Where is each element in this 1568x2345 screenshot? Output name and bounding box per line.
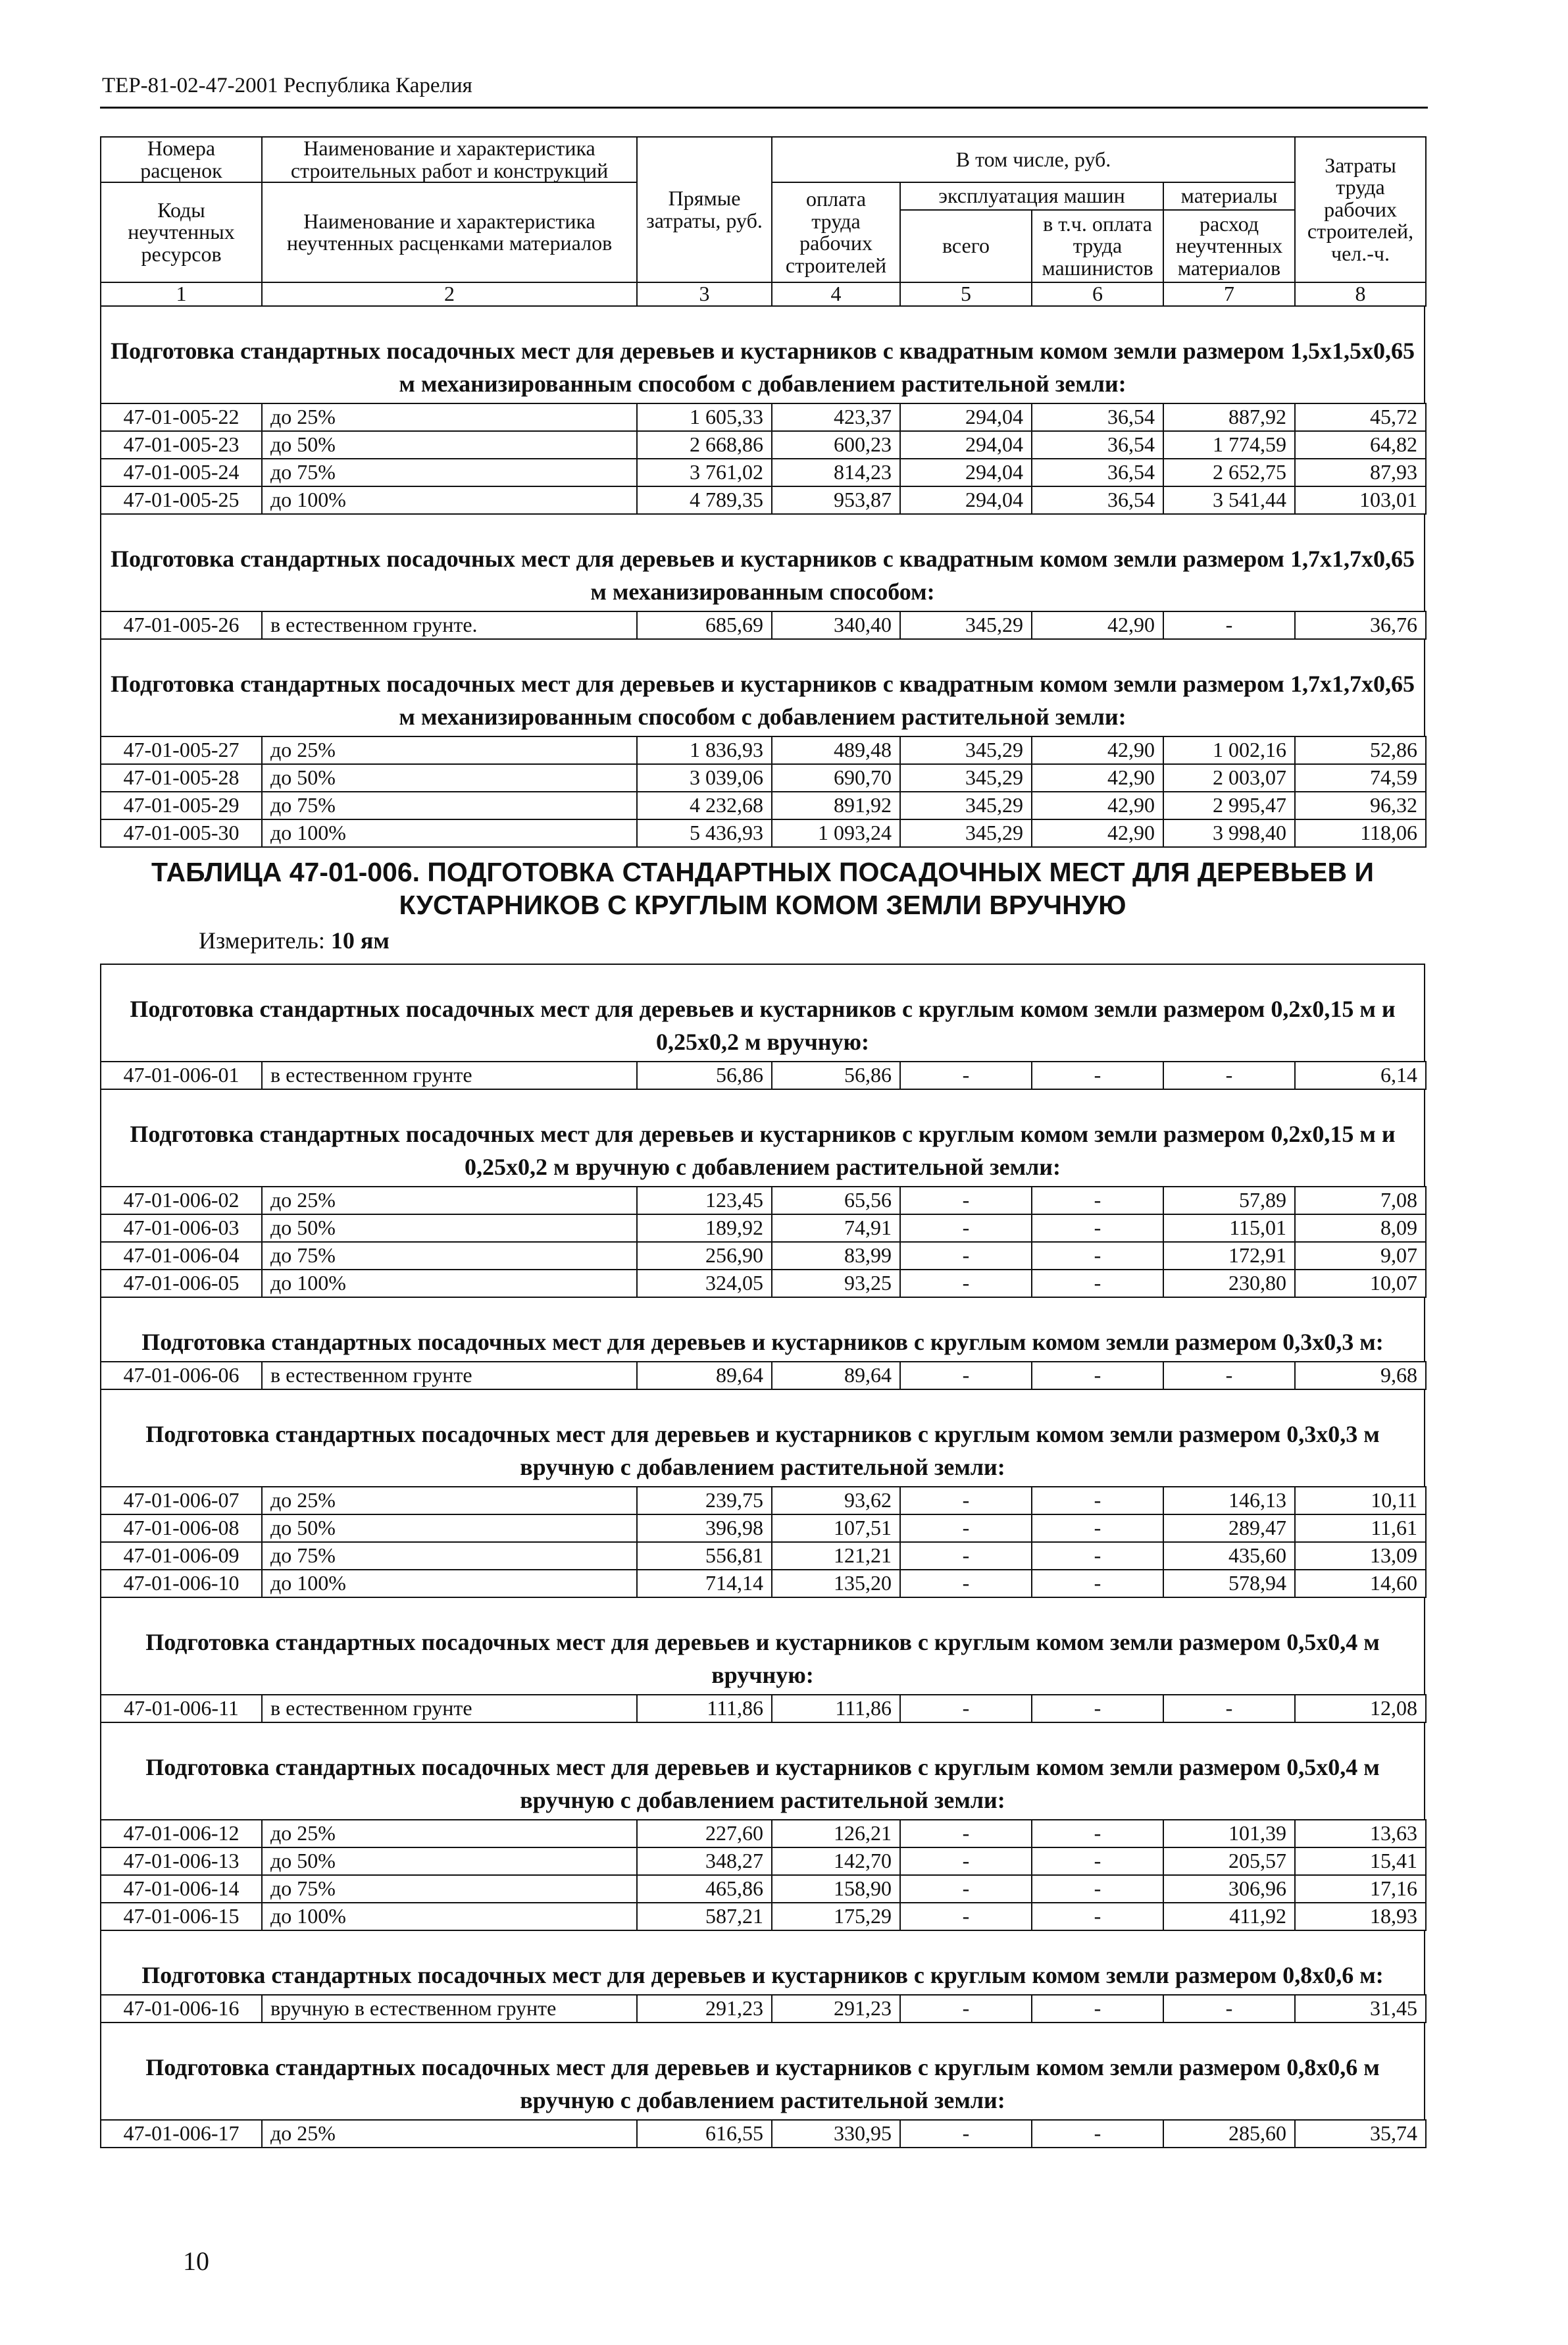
table-row [101, 1214, 1426, 1242]
header-material-name: Наименование и характеристика неучтенных расценками материалов [262, 182, 637, 282]
rate-value: 172,91 [1163, 1242, 1295, 1270]
rate-code: 47-01-005-26 [101, 611, 262, 639]
rate-value: 3 039,06 [637, 764, 772, 792]
rate-value: 111,86 [772, 1695, 900, 1722]
rate-value: 52,86 [1295, 736, 1426, 764]
header-col-number: 4 [772, 282, 900, 306]
header-resource-codes: Коды неучтенных ресурсов [101, 182, 262, 282]
rate-description: до 100% [262, 1270, 637, 1297]
rates-table [100, 1061, 1427, 1090]
table-row [101, 1487, 1426, 1514]
rate-value: 10,11 [1295, 1487, 1426, 1514]
rate-description: до 50% [262, 1214, 637, 1242]
rate-value: 93,62 [772, 1487, 900, 1514]
rate-value: 489,48 [772, 736, 900, 764]
rate-description: до 100% [262, 819, 637, 847]
rate-code: 47-01-005-30 [101, 819, 262, 847]
rate-value: 142,70 [772, 1847, 900, 1875]
rate-code: 47-01-006-04 [101, 1242, 262, 1270]
header-work-name: Наименование и характеристика строительных работ и конструкций [262, 137, 637, 182]
rate-value: 345,29 [900, 736, 1032, 764]
rate-value: - [900, 1875, 1032, 1903]
column-header-table [100, 136, 1427, 307]
rate-value: 285,60 [1163, 2120, 1295, 2148]
rate-value: 9,07 [1295, 1242, 1426, 1270]
rate-value: 126,21 [772, 1820, 900, 1847]
rate-value: - [1032, 2120, 1163, 2148]
rate-value: - [1032, 1487, 1163, 1514]
rate-value: 4 789,35 [637, 486, 772, 514]
rate-description: до 50% [262, 431, 637, 459]
rate-code: 47-01-006-05 [101, 1270, 262, 1297]
rate-code: 47-01-005-27 [101, 736, 262, 764]
rate-value: 36,54 [1032, 459, 1163, 486]
table-row [101, 1187, 1426, 1214]
rate-value: 158,90 [772, 1875, 900, 1903]
rate-description: до 25% [262, 1187, 637, 1214]
rate-value: - [900, 1214, 1032, 1242]
rate-code: 47-01-006-02 [101, 1187, 262, 1214]
rate-value: 42,90 [1032, 736, 1163, 764]
rate-value: 289,47 [1163, 1514, 1295, 1542]
rate-code: 47-01-005-23 [101, 431, 262, 459]
rates-table [100, 611, 1427, 640]
rate-value: 3 761,02 [637, 459, 772, 486]
rate-value: 89,64 [637, 1362, 772, 1389]
rate-value: 64,82 [1295, 431, 1426, 459]
rate-value: - [1163, 611, 1295, 639]
rate-value: 345,29 [900, 819, 1032, 847]
header-machinist-wages: в т.ч. оплата труда машинистов [1032, 210, 1163, 282]
rate-value: 205,57 [1163, 1847, 1295, 1875]
table-row [101, 431, 1426, 459]
rate-value: - [1032, 1270, 1163, 1297]
header-col-number: 3 [637, 282, 772, 306]
header-rate-numbers: Номера расценок [101, 137, 262, 182]
rate-code: 47-01-006-13 [101, 1847, 262, 1875]
rate-value: 345,29 [900, 792, 1032, 819]
rate-value: 65,56 [772, 1187, 900, 1214]
header-materials: материалы [1163, 182, 1295, 210]
table-row [101, 1875, 1426, 1903]
rate-description: вручную в естественном грунте [262, 1995, 637, 2023]
rate-description: до 75% [262, 792, 637, 819]
section-title: Подготовка стандартных посадочных мест для деревьев и кустарников с круглым комом земли размером 0,5x0,4 м вручную с добавлением растительной земли: [100, 1723, 1425, 1819]
rate-value: - [900, 1242, 1032, 1270]
rate-value: 5 436,93 [637, 819, 772, 847]
rate-value: 111,86 [637, 1695, 772, 1722]
header-col-number: 5 [900, 282, 1032, 306]
rate-value: 411,92 [1163, 1903, 1295, 1930]
table-row [101, 611, 1426, 639]
rate-value: 96,32 [1295, 792, 1426, 819]
header-labor-costs: Затраты труда рабочих строителей, чел.-ч. [1295, 137, 1426, 282]
rate-value: 423,37 [772, 403, 900, 431]
rate-value: - [900, 1270, 1032, 1297]
rates-table [100, 403, 1427, 515]
rate-value: 291,23 [637, 1995, 772, 2023]
table-row [101, 1820, 1426, 1847]
rate-value: 227,60 [637, 1820, 772, 1847]
rate-value: 340,40 [772, 611, 900, 639]
table-row [101, 1062, 1426, 1089]
rate-value: 118,06 [1295, 819, 1426, 847]
rate-value: 345,29 [900, 764, 1032, 792]
rate-description: в естественном грунте [262, 1362, 637, 1389]
rate-description: до 100% [262, 1903, 637, 1930]
rate-value: 953,87 [772, 486, 900, 514]
rate-value: 123,45 [637, 1187, 772, 1214]
rate-value: 306,96 [1163, 1875, 1295, 1903]
rate-value: 256,90 [637, 1242, 772, 1270]
rate-value: 4 232,68 [637, 792, 772, 819]
rate-value: - [1163, 1695, 1295, 1722]
table-row [101, 459, 1426, 486]
table-row [101, 1270, 1426, 1297]
header-col-number: 8 [1295, 282, 1426, 306]
rate-value: 146,13 [1163, 1487, 1295, 1514]
header-col-number: 7 [1163, 282, 1295, 306]
rate-description: до 25% [262, 1487, 637, 1514]
rate-value: 10,07 [1295, 1270, 1426, 1297]
rate-value: 2 668,86 [637, 431, 772, 459]
rate-value: 465,86 [637, 1875, 772, 1903]
table-row [101, 819, 1426, 847]
rate-description: до 75% [262, 1542, 637, 1570]
rate-code: 47-01-006-14 [101, 1875, 262, 1903]
table-row [101, 792, 1426, 819]
rate-description: до 25% [262, 403, 637, 431]
table-row [101, 1695, 1426, 1722]
rate-value: - [900, 1362, 1032, 1389]
header-including: В том числе, руб. [772, 137, 1295, 182]
section-title: Подготовка стандартных посадочных мест для деревьев и кустарников с квадратным комом земли размером 1,7x1,7x0,65 м механизированным способом: [100, 515, 1425, 611]
rate-value: - [900, 1187, 1032, 1214]
measure-unit [100, 921, 1425, 965]
rates-table [100, 1486, 1427, 1598]
section-title: Подготовка стандартных посадочных мест для деревьев и кустарников с круглым комом земли размером 0,2x0,15 м и 0,25x0,2 м вручную: [100, 965, 1425, 1061]
rates-table [100, 2119, 1427, 2148]
rate-description: в естественном грунте [262, 1695, 637, 1722]
rates-table [100, 736, 1427, 848]
rate-value: - [1032, 1903, 1163, 1930]
section-title: Подготовка стандартных посадочных мест для деревьев и кустарников с круглым комом земли размером 0,8x0,6 м вручную с добавлением растительной земли: [100, 2023, 1425, 2119]
page-number: 10 [183, 2246, 209, 2276]
rate-value: 345,29 [900, 611, 1032, 639]
rate-description: до 25% [262, 1820, 637, 1847]
rate-value: 324,05 [637, 1270, 772, 1297]
rate-value: 18,93 [1295, 1903, 1426, 1930]
rate-value: 93,25 [772, 1270, 900, 1297]
rate-code: 47-01-006-11 [101, 1695, 262, 1722]
rate-value: 15,41 [1295, 1847, 1426, 1875]
rate-code: 47-01-006-01 [101, 1062, 262, 1089]
rate-value: 1 093,24 [772, 819, 900, 847]
sections-group-005 [100, 307, 1425, 848]
rate-description: до 50% [262, 1847, 637, 1875]
section-title: Подготовка стандартных посадочных мест для деревьев и кустарников с квадратным комом земли размером 1,5x1,5x0,65 м механизированным способом с добавлением растительной земли: [100, 307, 1425, 403]
rate-value: - [1032, 1514, 1163, 1542]
rate-value: 57,89 [1163, 1187, 1295, 1214]
table-row [101, 764, 1426, 792]
rate-code: 47-01-006-10 [101, 1570, 262, 1597]
rates-document [100, 136, 1425, 2148]
rate-value: 83,99 [772, 1242, 900, 1270]
rate-value: 115,01 [1163, 1214, 1295, 1242]
rate-value: 3 541,44 [1163, 486, 1295, 514]
rate-value: - [900, 1903, 1032, 1930]
rate-value: 3 998,40 [1163, 819, 1295, 847]
section-title: Подготовка стандартных посадочных мест для деревьев и кустарников с круглым комом земли размером 0,8x0,6 м: [100, 1931, 1425, 1994]
rate-value: - [1032, 1875, 1163, 1903]
header-machine-operation: эксплуатация машин [900, 182, 1163, 210]
rate-description: до 100% [262, 486, 637, 514]
rate-value: - [900, 1062, 1032, 1089]
rate-value: 35,74 [1295, 2120, 1426, 2148]
rate-value: 239,75 [637, 1487, 772, 1514]
table-row [101, 1542, 1426, 1570]
rate-value: - [900, 1995, 1032, 2023]
rate-value: 348,27 [637, 1847, 772, 1875]
rate-value: - [1032, 1995, 1163, 2023]
rate-value: 294,04 [900, 403, 1032, 431]
rate-value: 230,80 [1163, 1270, 1295, 1297]
rate-value: - [900, 1542, 1032, 1570]
rate-description: до 100% [262, 1570, 637, 1597]
rate-value: - [1032, 1214, 1163, 1242]
rate-value: 8,09 [1295, 1214, 1426, 1242]
rate-value: - [900, 2120, 1032, 2148]
measure-label: Измеритель: [199, 927, 325, 954]
rate-description: до 50% [262, 1514, 637, 1542]
table-row [101, 1362, 1426, 1389]
rate-value: 107,51 [772, 1514, 900, 1542]
rate-value: - [1032, 1820, 1163, 1847]
rate-code: 47-01-006-09 [101, 1542, 262, 1570]
rates-table [100, 1186, 1427, 1298]
rate-value: 13,09 [1295, 1542, 1426, 1570]
rate-value: 36,54 [1032, 403, 1163, 431]
rate-description: в естественном грунте. [262, 611, 637, 639]
header-material-consumption: расход неучтенных материалов [1163, 210, 1295, 282]
header-machines-total: всего [900, 210, 1032, 282]
rate-value: 600,23 [772, 431, 900, 459]
header-worker-wages: оплата труда рабочих строителей [772, 182, 900, 282]
rate-value: 6,14 [1295, 1062, 1426, 1089]
section-title: Подготовка стандартных посадочных мест для деревьев и кустарников с круглым комом земли размером 0,3x0,3 м вручную с добавлением растительной земли: [100, 1390, 1425, 1486]
header-direct-costs: Прямые затраты, руб. [637, 137, 772, 282]
rate-description: до 75% [262, 1242, 637, 1270]
rate-value: - [900, 1695, 1032, 1722]
rate-value: 189,92 [637, 1214, 772, 1242]
rate-value: 42,90 [1032, 764, 1163, 792]
table-row [101, 1903, 1426, 1930]
rate-value: 2 003,07 [1163, 764, 1295, 792]
section-title: Подготовка стандартных посадочных мест для деревьев и кустарников с круглым комом земли размером 0,3x0,3 м: [100, 1298, 1425, 1361]
rate-value: 11,61 [1295, 1514, 1426, 1542]
rate-value: - [1163, 1062, 1295, 1089]
rates-table [100, 1819, 1427, 1931]
rate-value: 2 995,47 [1163, 792, 1295, 819]
rate-value: 578,94 [1163, 1570, 1295, 1597]
rate-value: 56,86 [772, 1062, 900, 1089]
rate-code: 47-01-006-16 [101, 1995, 262, 2023]
table-row [101, 403, 1426, 431]
rate-description: в естественном грунте [262, 1062, 637, 1089]
table-title: ТАБЛИЦА 47-01-006. ПОДГОТОВКА СТАНДАРТНЫХ ПОСАДОЧНЫХ МЕСТ ДЛЯ ДЕРЕВЬЕВ И КУСТАРНИКОВ С КРУГЛЫМ КОМОМ ЗЕМЛИ ВРУЧНУЮ [151, 856, 1374, 920]
table-row [101, 1242, 1426, 1270]
rate-value: - [1032, 1695, 1163, 1722]
section-title: Подготовка стандартных посадочных мест для деревьев и кустарников с круглым комом земли размером 0,2x0,15 м и 0,25x0,2 м вручную с добавлением растительной земли: [100, 1090, 1425, 1186]
rate-value: 714,14 [637, 1570, 772, 1597]
header-col-number: 2 [262, 282, 637, 306]
rate-value: 435,60 [1163, 1542, 1295, 1570]
rate-value: - [1163, 1362, 1295, 1389]
page-header: ТЕР-81-02-47-2001 Республика Карелия [102, 74, 472, 97]
rate-code: 47-01-006-15 [101, 1903, 262, 1930]
rate-code: 47-01-005-24 [101, 459, 262, 486]
header-col-number: 6 [1032, 282, 1163, 306]
table-row [101, 1570, 1426, 1597]
rate-value: 89,64 [772, 1362, 900, 1389]
rate-value: 294,04 [900, 486, 1032, 514]
rate-value: 1 002,16 [1163, 736, 1295, 764]
sections-group-006 [100, 965, 1425, 2148]
rate-code: 47-01-006-06 [101, 1362, 262, 1389]
rate-code: 47-01-005-22 [101, 403, 262, 431]
table-row [101, 486, 1426, 514]
rate-value: 36,54 [1032, 431, 1163, 459]
rate-value: 42,90 [1032, 611, 1163, 639]
rate-value: 56,86 [637, 1062, 772, 1089]
header-col-number: 1 [101, 282, 262, 306]
rate-value: 396,98 [637, 1514, 772, 1542]
rate-code: 47-01-006-17 [101, 2120, 262, 2148]
rate-value: - [900, 1570, 1032, 1597]
rate-value: 814,23 [772, 459, 900, 486]
rates-table [100, 1994, 1427, 2023]
rate-value: 101,39 [1163, 1820, 1295, 1847]
rate-value: 7,08 [1295, 1187, 1426, 1214]
rate-value: 103,01 [1295, 486, 1426, 514]
rate-value: - [900, 1847, 1032, 1875]
rate-value: 74,91 [772, 1214, 900, 1242]
rate-code: 47-01-005-25 [101, 486, 262, 514]
rates-table [100, 1361, 1427, 1390]
rate-value: 13,63 [1295, 1820, 1426, 1847]
rate-value: 294,04 [900, 459, 1032, 486]
rate-value: 887,92 [1163, 403, 1295, 431]
rate-value: 36,54 [1032, 486, 1163, 514]
rate-value: - [1032, 1187, 1163, 1214]
rate-value: 36,76 [1295, 611, 1426, 639]
rate-description: до 75% [262, 1875, 637, 1903]
rate-value: - [1163, 1995, 1295, 2023]
rate-value: - [1032, 1242, 1163, 1270]
measure-value: 10 ям [330, 927, 390, 954]
rate-value: - [900, 1487, 1032, 1514]
rate-value: - [1032, 1542, 1163, 1570]
rate-value: 135,20 [772, 1570, 900, 1597]
rate-description: до 75% [262, 459, 637, 486]
rate-value: 690,70 [772, 764, 900, 792]
rate-value: 12,08 [1295, 1695, 1426, 1722]
table-row [101, 1514, 1426, 1542]
rate-value: - [900, 1514, 1032, 1542]
rate-code: 47-01-006-12 [101, 1820, 262, 1847]
rate-value: 175,29 [772, 1903, 900, 1930]
rate-value: 556,81 [637, 1542, 772, 1570]
table-row [101, 2120, 1426, 2148]
rate-code: 47-01-005-29 [101, 792, 262, 819]
rate-value: - [1032, 1062, 1163, 1089]
section-title: Подготовка стандартных посадочных мест для деревьев и кустарников с круглым комом земли размером 0,5x0,4 м вручную: [100, 1598, 1425, 1694]
rate-value: 42,90 [1032, 819, 1163, 847]
rate-value: - [1032, 1847, 1163, 1875]
rate-value: 1 836,93 [637, 736, 772, 764]
rate-value: - [1032, 1362, 1163, 1389]
rate-value: 9,68 [1295, 1362, 1426, 1389]
rate-value: 31,45 [1295, 1995, 1426, 2023]
rate-value: 87,93 [1295, 459, 1426, 486]
rate-code: 47-01-006-07 [101, 1487, 262, 1514]
section-title: Подготовка стандартных посадочных мест для деревьев и кустарников с квадратным комом земли размером 1,7x1,7x0,65 м механизированным способом с добавлением растительной земли: [100, 640, 1425, 736]
rate-value: 1 774,59 [1163, 431, 1295, 459]
rate-description: до 25% [262, 736, 637, 764]
table-row [101, 1995, 1426, 2023]
rate-value: 2 652,75 [1163, 459, 1295, 486]
rate-value: 616,55 [637, 2120, 772, 2148]
rate-value: 685,69 [637, 611, 772, 639]
rate-value: 1 605,33 [637, 403, 772, 431]
rate-value: 291,23 [772, 1995, 900, 2023]
rate-value: 294,04 [900, 431, 1032, 459]
header-rule [100, 107, 1428, 109]
rates-table [100, 1694, 1427, 1723]
rate-value: 42,90 [1032, 792, 1163, 819]
rate-value: 121,21 [772, 1542, 900, 1570]
rate-value: 587,21 [637, 1903, 772, 1930]
rate-code: 47-01-006-03 [101, 1214, 262, 1242]
rate-value: - [900, 1820, 1032, 1847]
table-row [101, 1847, 1426, 1875]
rate-value: 330,95 [772, 2120, 900, 2148]
rate-value: 891,92 [772, 792, 900, 819]
rate-description: до 50% [262, 764, 637, 792]
rate-description: до 25% [262, 2120, 637, 2148]
rate-value: 74,59 [1295, 764, 1426, 792]
rate-code: 47-01-006-08 [101, 1514, 262, 1542]
table-row [101, 736, 1426, 764]
rate-value: 17,16 [1295, 1875, 1426, 1903]
rate-value: - [1032, 1570, 1163, 1597]
rate-value: 45,72 [1295, 403, 1426, 431]
rate-value: 14,60 [1295, 1570, 1426, 1597]
rate-code: 47-01-005-28 [101, 764, 262, 792]
